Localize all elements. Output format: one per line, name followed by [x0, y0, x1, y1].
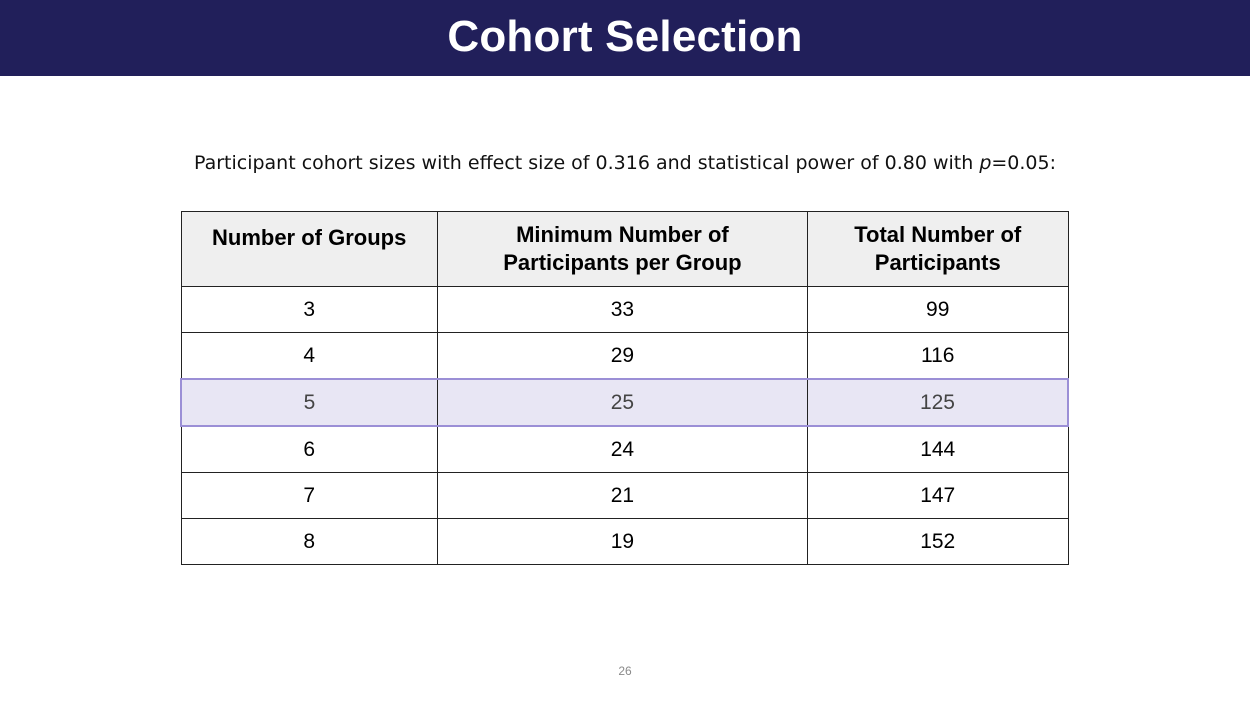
cell-total: 144	[807, 426, 1068, 473]
table-header-row	[181, 212, 1068, 287]
table-row	[181, 333, 1068, 380]
cell-min: 33	[437, 287, 807, 333]
cell-groups: 3	[181, 287, 437, 333]
cell-min: 21	[437, 473, 807, 519]
table-row	[181, 519, 1068, 565]
cohort-table	[180, 211, 1069, 565]
cell-total: 152	[807, 519, 1068, 565]
cell-groups: 5	[181, 379, 437, 426]
cell-total: 116	[807, 333, 1068, 380]
cell-total: 147	[807, 473, 1068, 519]
caption-prefix: Participant cohort sizes with effect size of 0.316 and statistical power of 0.80 with	[193, 152, 980, 174]
caption-suffix: =0.05:	[991, 152, 1057, 174]
header-total-line1: Total Number of	[854, 222, 1022, 247]
table-row	[181, 426, 1068, 473]
cell-min: 25	[437, 379, 807, 426]
cell-total: 125	[807, 379, 1068, 426]
cell-min: 29	[437, 333, 807, 380]
title-bar	[0, 0, 1250, 76]
table-caption	[0, 152, 1250, 174]
cell-groups: 8	[181, 519, 437, 565]
header-min-line2: Participants per Group	[503, 250, 742, 275]
table-row-highlighted	[181, 379, 1068, 426]
header-min-line1: Minimum Number of	[516, 222, 729, 247]
table-row	[181, 287, 1068, 333]
cell-groups: 6	[181, 426, 437, 473]
cell-min: 24	[437, 426, 807, 473]
slide-title: Cohort Selection	[447, 12, 803, 61]
cell-total: 99	[807, 287, 1068, 333]
cell-min: 19	[437, 519, 807, 565]
header-number-of-groups	[181, 212, 437, 287]
cell-groups: 7	[181, 473, 437, 519]
caption-p-symbol: p	[979, 152, 992, 174]
cell-groups: 4	[181, 333, 437, 380]
table-row	[181, 473, 1068, 519]
header-min-participants	[437, 212, 807, 287]
header-total-line2: Participants	[874, 250, 1001, 275]
header-total-participants	[807, 212, 1068, 287]
header-groups-text: Number of Groups	[212, 225, 407, 250]
page-number: 26	[618, 664, 632, 678]
